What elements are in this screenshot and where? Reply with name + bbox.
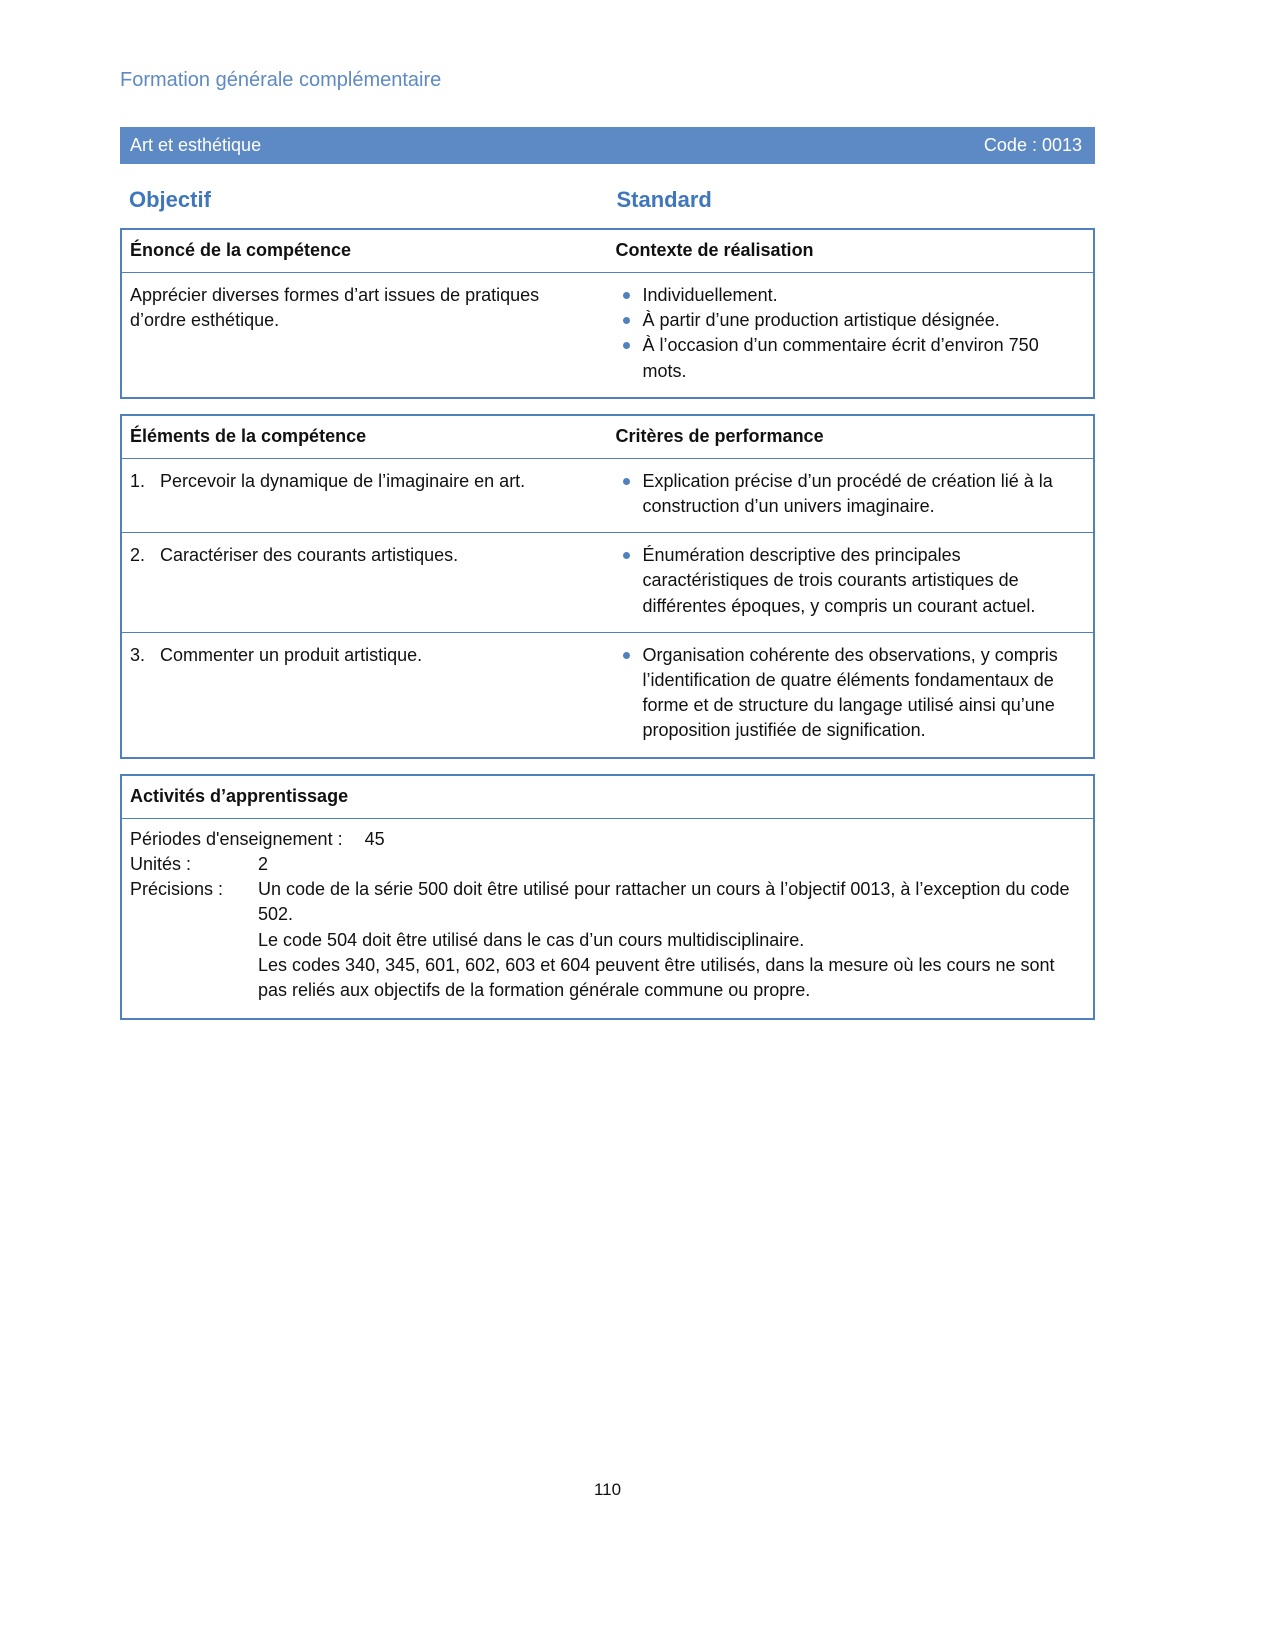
page-number: 110	[593, 1480, 622, 1500]
element-row-1	[122, 459, 1093, 532]
criteria-cell	[608, 533, 1094, 632]
item-text: Caractériser des courants artistiques.	[160, 545, 459, 566]
page-content	[120, 0, 1095, 1020]
precision-line: Le code 504 doit être utilisé dans le cas d’un cours multidisciplinaire.	[258, 929, 805, 950]
activities-header: Activités d’apprentissage	[122, 776, 1093, 819]
competence-row	[122, 273, 1093, 397]
objectif-heading: Objectif	[129, 187, 211, 212]
banner-title: Art et esthétique	[130, 134, 262, 155]
contexte-bullets	[608, 273, 1094, 397]
bullet-text: Organisation cohérente des observations, y compris l’identification de quatre éléments fondamentaux de forme et de structure du langage utilisé ainsi qu’une proposition justifiée de signification.	[642, 644, 1058, 741]
chapter-banner	[120, 127, 1095, 164]
periods-label: Périodes d'enseignement :	[130, 828, 343, 849]
numbered-item	[130, 643, 586, 668]
elements-table-header	[122, 416, 1093, 459]
enonce-header: Énoncé de la compétence	[130, 239, 352, 260]
periods-value: 45	[364, 828, 385, 849]
list-item	[616, 543, 1084, 619]
banner-code: Code : 0013	[983, 134, 1082, 155]
criteria-cell	[608, 633, 1094, 757]
precisions-text	[258, 877, 1083, 1003]
bullet-text: Énumération descriptive des principales caractéristiques de trois courants artistiques de différentes époques, y compris un courant actuel.	[642, 545, 1036, 616]
element-cell	[122, 533, 608, 632]
bullet-icon	[623, 317, 630, 324]
precisions-row	[130, 877, 1083, 1003]
contexte-header: Contexte de réalisation	[615, 239, 814, 260]
bullet-text: À l’occasion d’un commentaire écrit d’environ 750 mots.	[642, 335, 1039, 381]
element-cell	[122, 459, 608, 532]
item-text: Commenter un produit artistique.	[160, 644, 423, 665]
precisions-label: Précisions :	[130, 879, 224, 900]
item-number: 1.	[130, 470, 146, 491]
bullet-icon	[623, 342, 630, 349]
element-cell	[122, 633, 608, 757]
elements-header: Éléments de la compétence	[130, 425, 367, 446]
competence-table	[120, 228, 1095, 399]
units-row	[130, 852, 1083, 877]
section-title: Formation générale complémentaire	[120, 69, 442, 91]
periods-row	[130, 827, 1083, 852]
bullet-icon	[623, 478, 630, 485]
bullet-text: Explication précise d’un procédé de création lié à la construction d’un univers imaginaire.	[642, 470, 1053, 517]
standard-heading: Standard	[616, 187, 712, 212]
numbered-item	[130, 543, 586, 568]
elements-table	[120, 414, 1095, 759]
bullet-icon	[623, 292, 630, 299]
list-item	[616, 308, 1084, 333]
competence-table-header	[122, 230, 1093, 273]
list-item	[616, 333, 1084, 383]
criteria-cell	[608, 459, 1094, 532]
bullet-text: À partir d’une production artistique désignée.	[642, 310, 1000, 331]
activities-body	[122, 819, 1093, 1018]
bullet-icon	[623, 552, 630, 559]
competence-statement: Apprécier diverses formes d’art issues de pratiques d’ordre esthétique.	[130, 284, 540, 331]
bullet-icon	[623, 652, 630, 659]
list-item	[616, 283, 1084, 308]
column-headings	[120, 185, 1095, 216]
units-label: Unités :	[130, 853, 192, 874]
precision-line: Un code de la série 500 doit être utilisé pour rattacher un cours à l’objectif 0013, à l’exception du code 502.	[258, 879, 1070, 925]
list-item	[616, 643, 1084, 744]
item-text: Percevoir la dynamique de l’imaginaire en art.	[160, 470, 526, 491]
element-row-3	[122, 632, 1093, 757]
activities-table	[120, 774, 1095, 1021]
criteres-header: Critères de performance	[615, 425, 824, 446]
numbered-item	[130, 469, 586, 494]
units-value: 2	[258, 853, 269, 874]
precision-line: Les codes 340, 345, 601, 602, 603 et 604 peuvent être utilisés, dans la mesure où les cours ne sont pas reliés aux objectifs de la formation générale commune ou propre.	[258, 954, 1055, 1000]
item-number: 3.	[130, 644, 146, 665]
list-item	[616, 469, 1084, 519]
item-number: 2.	[130, 545, 146, 566]
bullet-text: Individuellement.	[642, 284, 778, 305]
element-row-2	[122, 532, 1093, 632]
